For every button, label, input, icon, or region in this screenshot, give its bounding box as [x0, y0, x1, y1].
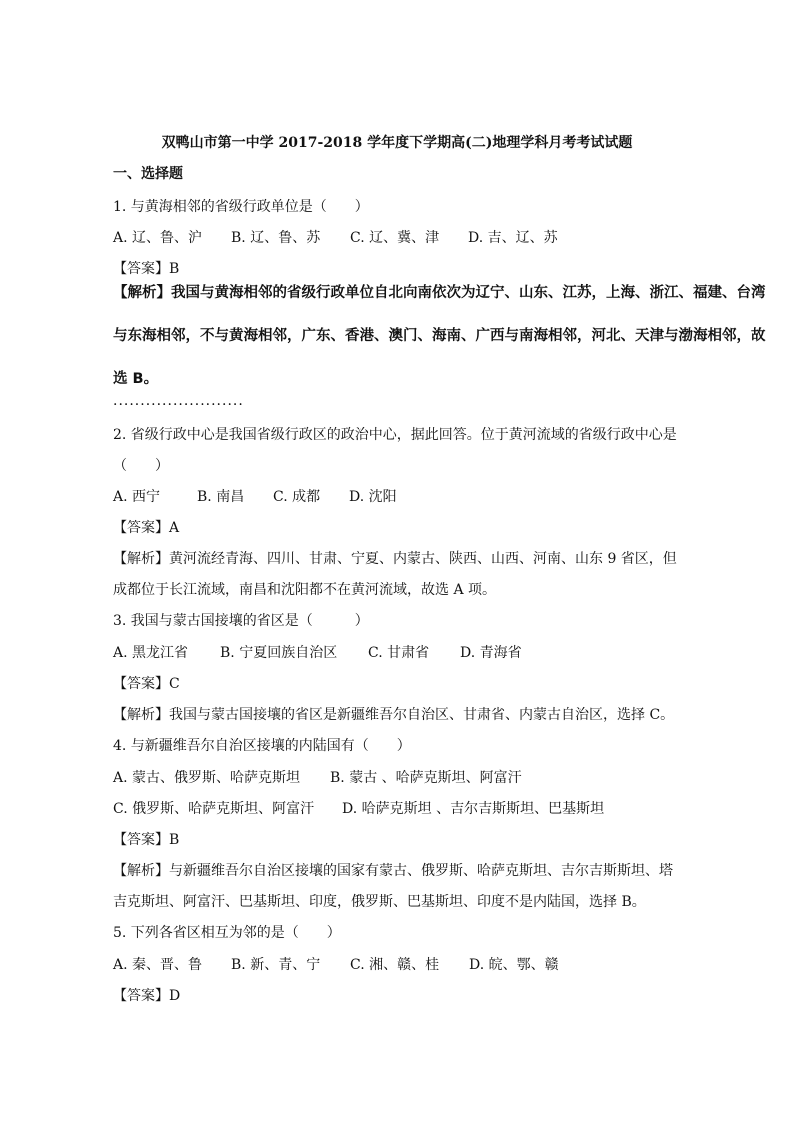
question-5-answer: 【答案】D	[113, 988, 181, 1004]
q3-option-b: B. 宁夏回族自治区	[220, 645, 338, 661]
q2-option-c: C. 成都	[273, 489, 321, 505]
q2-option-d: D. 沈阳	[349, 489, 397, 505]
q4-option-d: D. 哈萨克斯坦 、吉尔吉斯斯坦、巴基斯坦	[342, 801, 605, 817]
q2-option-a: A. 西宁	[113, 489, 161, 505]
question-1-analysis-line-1: 【解析】我国与黄海相邻的省级行政单位自北向南依次为辽宁、山东、江苏，上海、浙江、福建、台湾	[113, 285, 766, 301]
q5-option-b: B. 新、青、宁	[231, 957, 321, 973]
q5-option-d: D. 皖、鄂、赣	[469, 957, 559, 973]
question-2-options	[113, 488, 397, 506]
question-4-options-row-2	[113, 800, 604, 818]
section-heading: 一、选择题	[113, 166, 183, 182]
q5-option-a: A. 秦、晋、鲁	[113, 957, 203, 973]
q1-option-a: A. 辽、鲁、沪	[113, 230, 203, 246]
q3-option-a: A. 黑龙江省	[113, 645, 189, 661]
question-3-options	[113, 644, 522, 662]
q5-option-c: C. 湘、赣、桂	[350, 957, 440, 973]
question-3-stem: 3. 我国与蒙古国接壤的省区是（ ）	[113, 613, 369, 629]
q3-option-d: D. 青海省	[460, 645, 522, 661]
q4-option-c: C. 俄罗斯、哈萨克斯坦、阿富汗	[113, 801, 315, 817]
question-4-stem: 4. 与新疆维吾尔自治区接壤的内陆国有（ ）	[113, 738, 411, 754]
question-1-answer: 【答案】B	[113, 261, 180, 277]
page-title: 双鸭山市第一中学 2017-2018 学年度下学期高(二)地理学科月考考试试题	[161, 135, 633, 151]
question-2-answer: 【答案】A	[113, 520, 180, 536]
q4-option-a: A. 蒙古、俄罗斯、哈萨克斯坦	[113, 770, 301, 786]
question-1-stem: 1. 与黄海相邻的省级行政单位是（ ）	[113, 199, 369, 215]
separator-dots: ························	[113, 397, 244, 413]
question-2-analysis-line-1: 【解析】黄河流经青海、四川、甘肃、宁夏、内蒙古、陕西、山西、河南、山东 9 省区，但	[113, 551, 677, 567]
q3-option-c: C. 甘肃省	[368, 645, 430, 661]
question-3-analysis-line-1: 【解析】我国与蒙古国接壤的省区是新疆维吾尔自治区、甘肃省、内蒙古自治区，选择 C。	[113, 707, 675, 723]
question-1-options	[113, 229, 558, 247]
question-4-analysis-line-1: 【解析】与新疆维吾尔自治区接壤的国家有蒙古、俄罗斯、哈萨克斯坦、吉尔吉斯斯坦、塔	[113, 863, 673, 879]
question-1-analysis-line-3: 选 B。	[113, 371, 159, 387]
question-2-stem: 2. 省级行政中心是我国省级行政区的政治中心，据此回答。位于黄河流域的省级行政中心是	[113, 427, 677, 443]
q1-option-b: B. 辽、鲁、苏	[231, 230, 321, 246]
question-1-analysis-line-2: 与东海相邻，不与黄海相邻，广东、香港、澳门、海南、广西与南海相邻，河北、天津与渤海相邻，故	[113, 328, 766, 344]
question-4-options-row-1	[113, 769, 522, 787]
q2-option-b: B. 南昌	[197, 489, 245, 505]
question-4-analysis-line-2: 吉克斯坦、阿富汗、巴基斯坦、印度，俄罗斯、巴基斯坦、印度不是内陆国，选择 B。	[113, 894, 646, 910]
q4-option-b: B. 蒙古 、哈萨克斯坦、阿富汗	[330, 770, 522, 786]
question-5-options	[113, 956, 559, 974]
q1-option-d: D. 吉、辽、苏	[468, 230, 558, 246]
question-2-stem-cont: （ ）	[113, 458, 169, 474]
question-4-answer: 【答案】B	[113, 832, 180, 848]
question-5-stem: 5. 下列各省区相互为邻的是（ ）	[113, 925, 341, 941]
question-2-analysis-line-2: 成都位于长江流域，南昌和沈阳都不在黄河流域，故选 A 项。	[113, 582, 497, 598]
question-3-answer: 【答案】C	[113, 676, 180, 692]
q1-option-c: C. 辽、冀、津	[350, 230, 440, 246]
